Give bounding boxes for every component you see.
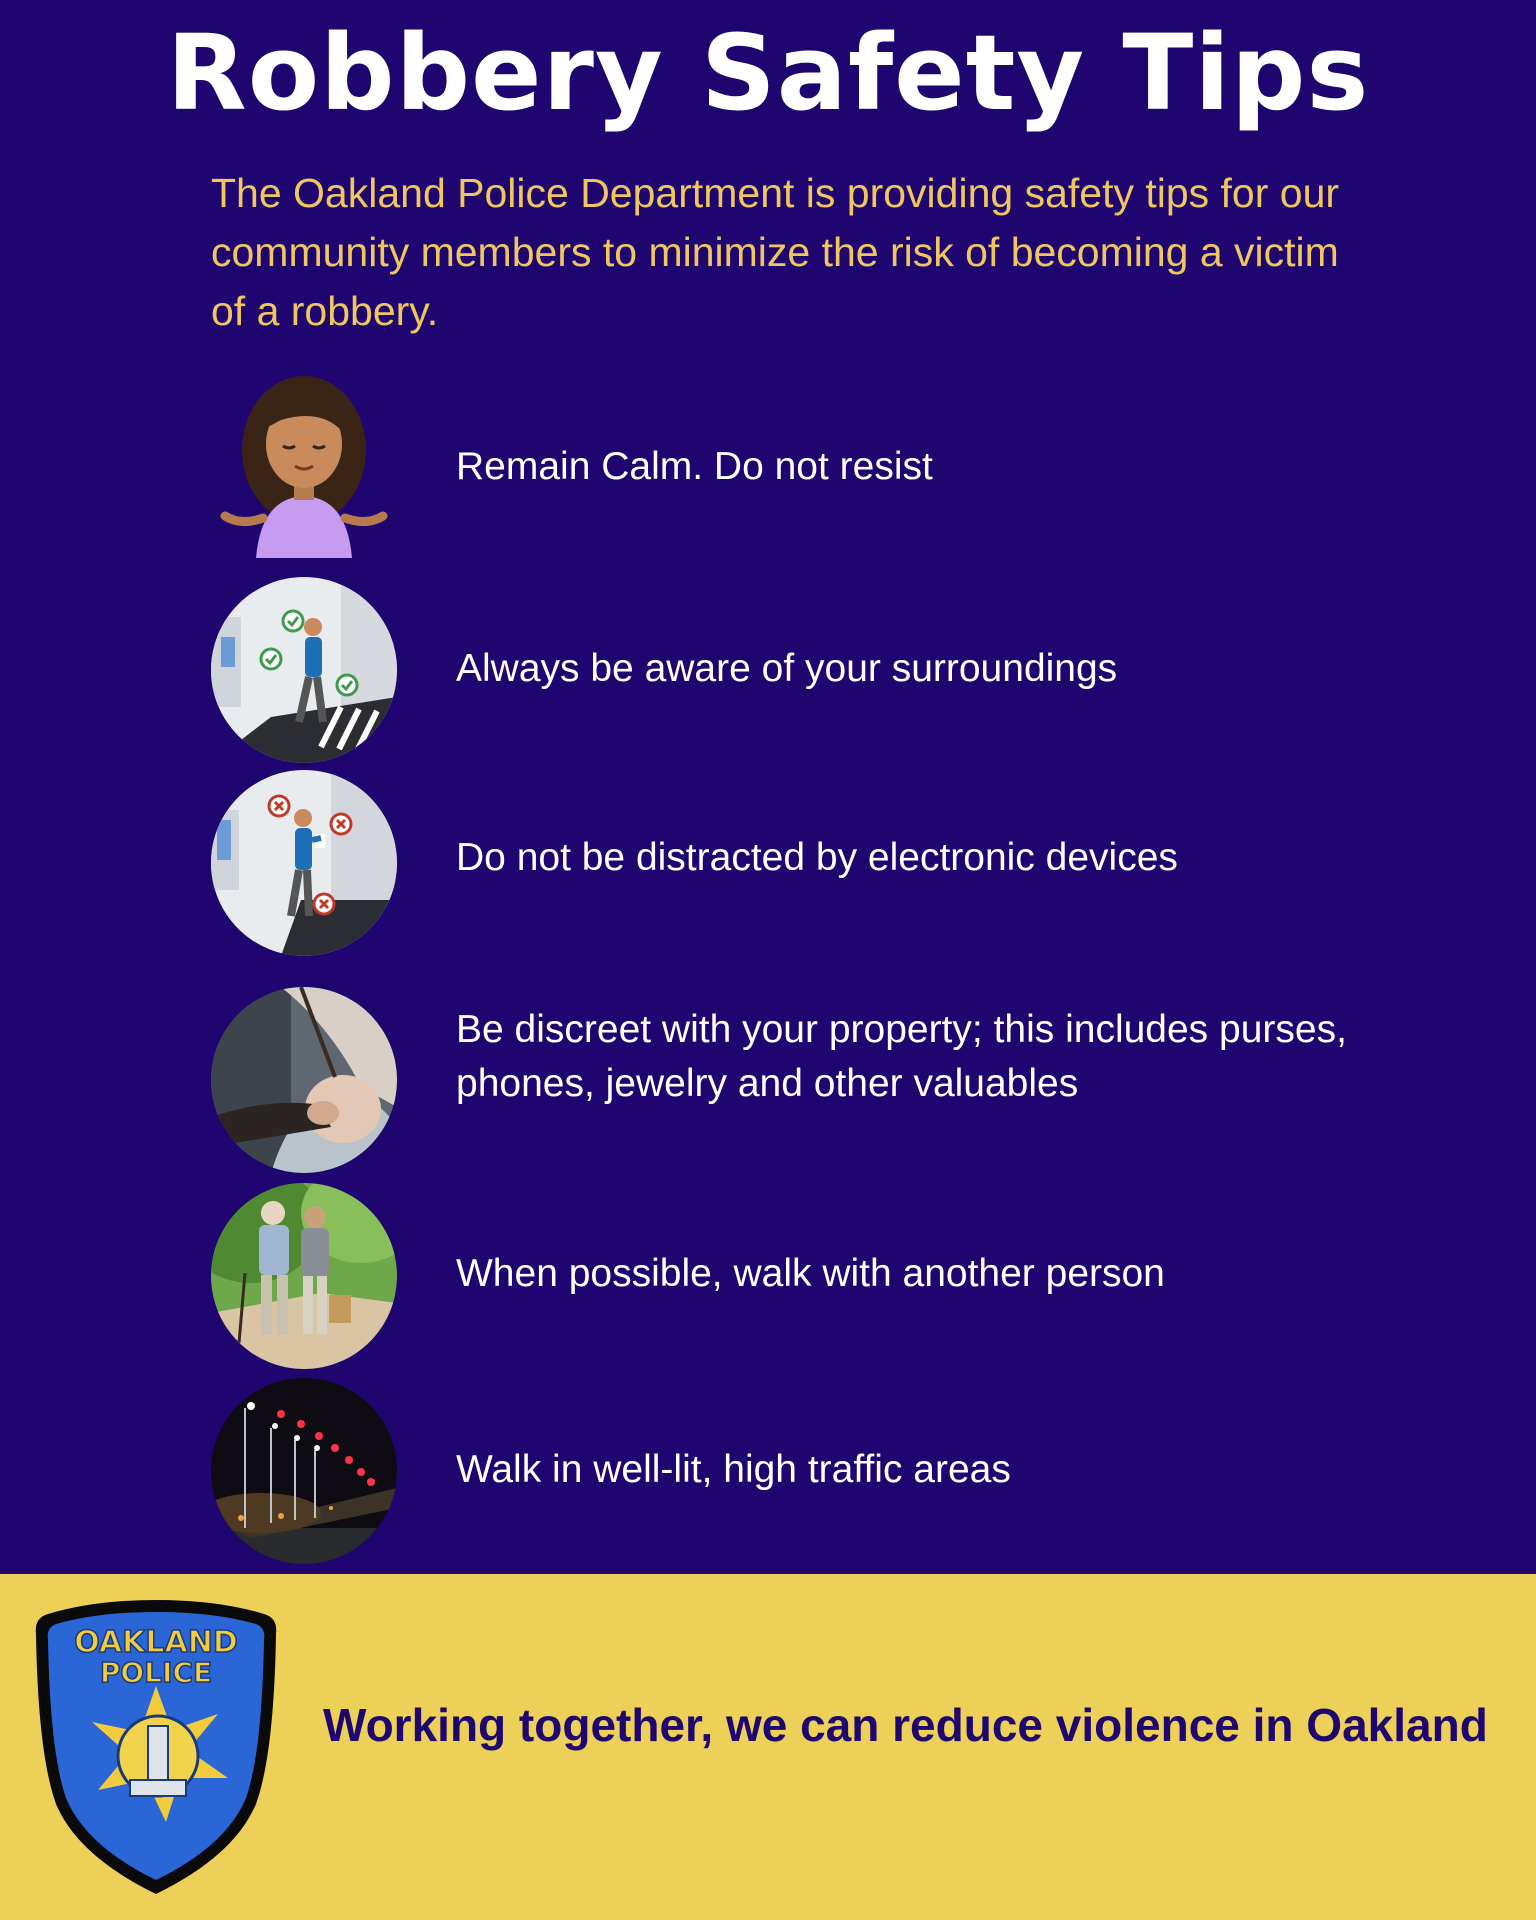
footer-banner <box>0 1574 1536 1920</box>
purse-theft-icon <box>211 987 397 1173</box>
page-title: Robbery Safety Tips <box>166 12 1370 134</box>
intro-text: The Oakland Police Department is providing safety tips for our community members to minimize the risk of becoming a victim of a robbery. <box>211 170 1340 334</box>
tip-text: Do not be distracted by electronic devices <box>456 836 1178 879</box>
phone-distracted-icon <box>211 770 397 956</box>
tip-text: When possible, walk with another person <box>456 1252 1165 1295</box>
aware-pedestrian-icon <box>211 577 397 763</box>
police-badge-icon <box>28 1594 284 1900</box>
walking-couple-icon <box>211 1183 397 1369</box>
tip-text: Walk in well-lit, high traffic areas <box>456 1448 1011 1491</box>
badge-text-top: OAKLAND <box>74 1625 238 1660</box>
badge-text-bottom: POLICE <box>99 1656 213 1689</box>
tip-text: Remain Calm. Do not resist <box>456 445 933 488</box>
slogan-text: Working together, we can reduce violence in Oakland <box>323 1699 1488 1751</box>
tip-text: Always be aware of your surroundings <box>456 647 1118 690</box>
lit-street-icon <box>211 1378 397 1564</box>
calm-person-icon <box>211 368 397 560</box>
tip-text: Be discreet with your property; this includes purses, phones, jewelry and other valuables <box>456 1008 1347 1105</box>
